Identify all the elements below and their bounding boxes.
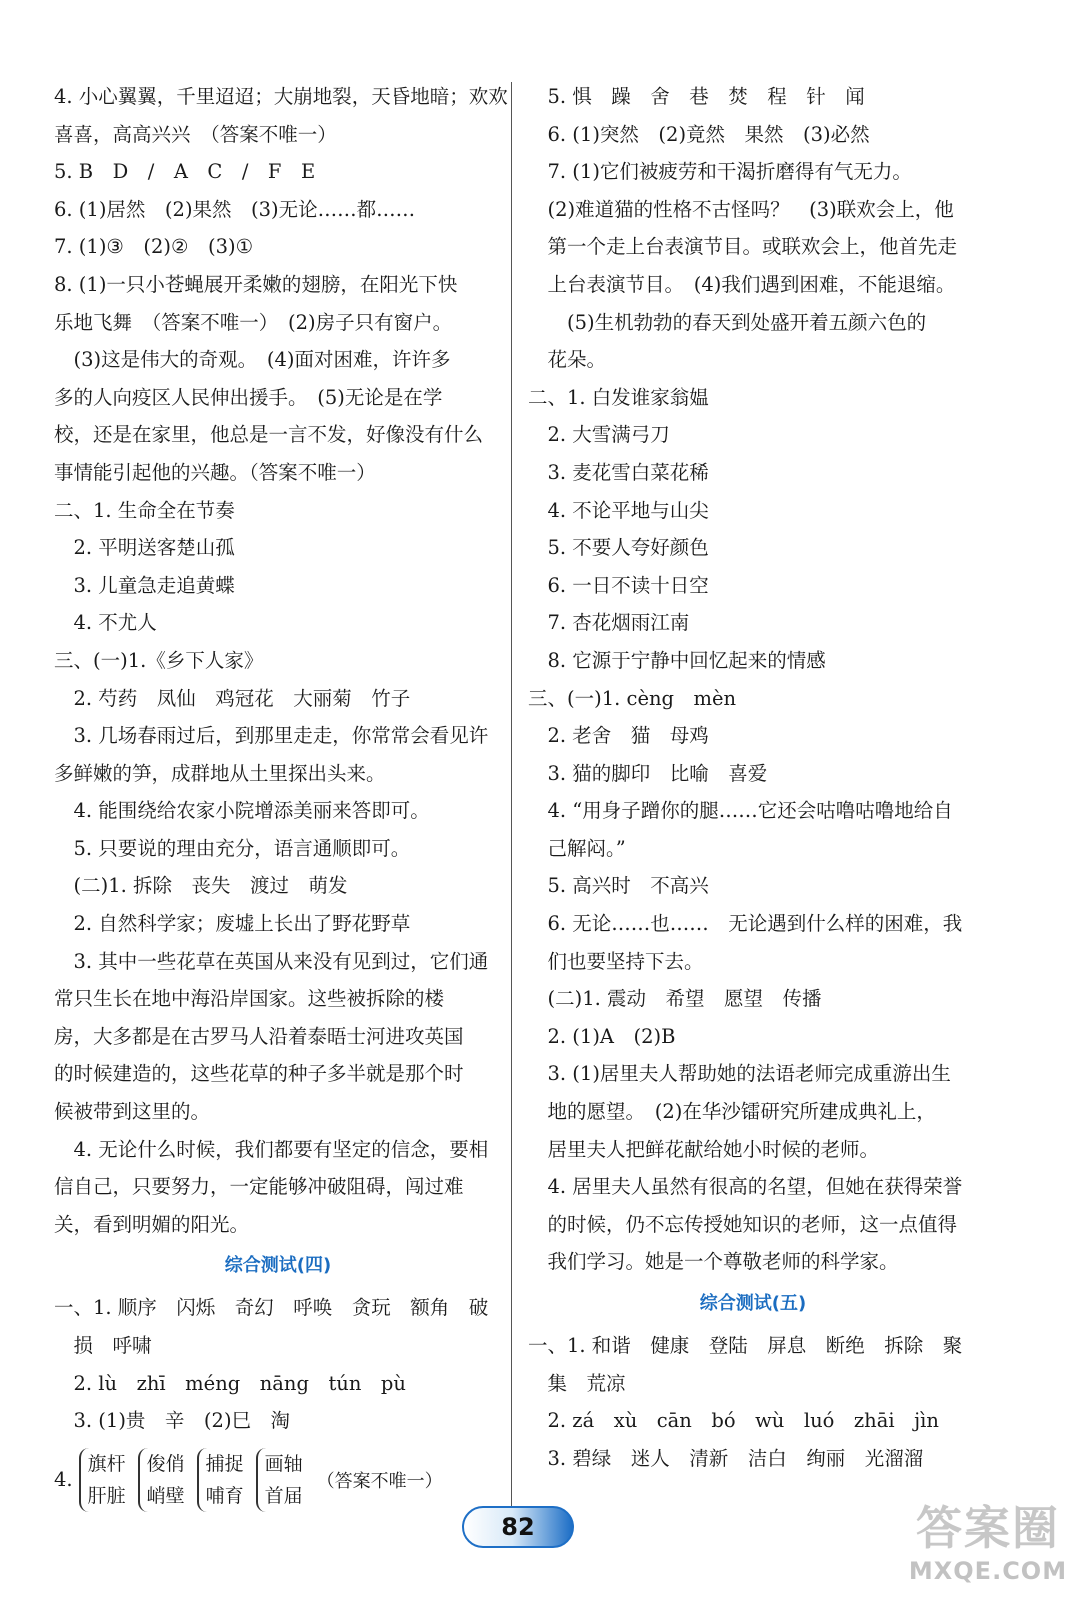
- page-number-badge: [462, 1506, 574, 1548]
- answer-line: 二、1. 生命全在节奏: [54, 498, 235, 522]
- answer-line: (二)1. 震动 希望 愿望 传播: [528, 987, 822, 1011]
- answer-note: （答案不唯一）: [316, 1470, 443, 1492]
- brace-word: 画轴: [264, 1452, 303, 1475]
- answer-line: 2. 大雪满弓刀: [528, 423, 670, 447]
- answer-line: 候被带到这里的。: [54, 1100, 211, 1124]
- question-number: 4.: [54, 1468, 73, 1492]
- answer-line: 的时候，仍不忘传授她知识的老师，这一点值得: [528, 1212, 958, 1236]
- watermark-text-cn: 答案圈: [916, 1501, 1060, 1555]
- answer-line: 三、(一)1.《乡下人家》: [54, 648, 264, 672]
- answer-line: 3. 麦花雪白菜花稀: [528, 460, 709, 484]
- answer-line: 8. 它源于宁静中回忆起来的情感: [528, 648, 826, 672]
- column-divider: [511, 82, 512, 1522]
- answer-line: 3. 儿童急走追黄蝶: [54, 573, 235, 597]
- brace-word: 峭壁: [146, 1484, 185, 1507]
- answer-line: 损 呼啸: [54, 1334, 152, 1357]
- answer-line: 3. 猫的脚印 比喻 喜爱: [528, 761, 768, 785]
- answer-line: 信自己，只要努力，一定能够冲破阻碍，闯过难: [54, 1175, 464, 1199]
- answer-line: 4. 无论什么时候，我们都要有坚定的信念，要相: [54, 1137, 489, 1161]
- answer-line: 5. 惧 躁 舍 巷 焚 程 针 闻: [528, 85, 865, 108]
- answer-line: 2. 芍药 凤仙 鸡冠花 大丽菊 竹子: [54, 686, 411, 710]
- answer-line: 多的人向疫区人民伸出援手。 (5)无论是在学: [54, 385, 443, 409]
- answer-line: 2. 平明送客楚山孤: [54, 536, 235, 560]
- answer-line: 多鲜嫩的笋，成群地从土里探出头来。: [54, 761, 386, 785]
- brace-group-4: [256, 1448, 303, 1512]
- answer-line: 一、1. 顺序 闪烁 奇幻 呼唤 贪玩 额角 破: [54, 1296, 489, 1320]
- answer-line: 我们学习。她是一个尊敬老师的科学家。: [528, 1250, 899, 1274]
- answer-line: 集 荒凉: [528, 1371, 626, 1395]
- answer-line: 8. (1)一只小苍蝇展开柔嫩的翅膀，在阳光下快: [54, 272, 458, 296]
- answer-line: 7. (1)③ (2)② (3)①: [54, 235, 254, 259]
- answer-line: 5. 不要人夸好颜色: [528, 536, 709, 560]
- answer-line: 三、(一)1. cèng mèn: [528, 686, 737, 710]
- answer-line: 己解闷。”: [528, 836, 626, 860]
- brace-word: 旗杆: [87, 1452, 126, 1475]
- answer-line: 5. B D / A C / F E: [54, 160, 316, 184]
- answer-line: 7. (1)它们被疲劳和干渴折磨得有气无力。: [528, 160, 912, 184]
- answer-line: 6. (1)突然 (2)竟然 果然 (3)必然: [528, 122, 870, 146]
- brace-answer-row: [54, 1440, 502, 1520]
- brace-word: 捕捉: [205, 1452, 244, 1475]
- answer-line: 居里夫人把鲜花献给她小时候的老师。: [528, 1137, 880, 1161]
- answer-line: 4. 不论平地与山尖: [528, 498, 709, 522]
- answer-lines: [54, 78, 508, 1243]
- answer-line: 3. 其中一些花草在英国从来没有见到过，它们通: [54, 949, 489, 973]
- answer-lines: [528, 1327, 978, 1477]
- answer-line: 7. 杏花烟雨江南: [528, 611, 690, 635]
- answer-line: 第一个走上台表演节目。或联欢会上，他首先走: [528, 235, 958, 259]
- answer-line: 3. 碧绿 迷人 清新 洁白 绚丽 光溜溜: [528, 1446, 924, 1470]
- answer-line: 喜喜，高高兴兴 （答案不唯一）: [54, 122, 337, 146]
- answer-line: 5. 只要说的理由充分，语言通顺即可。: [54, 836, 411, 860]
- section-title-test-4: 综合测试(四): [224, 1255, 332, 1277]
- answer-line: 3. (1)贵 辛 (2)巳 淘: [54, 1409, 291, 1433]
- page-number: 82: [501, 1513, 535, 1541]
- answer-line: 6. (1)居然 (2)果然 (3)无论……都……: [54, 197, 416, 221]
- section-title-test-5: 综合测试(五): [699, 1293, 807, 1314]
- answer-line: 2. 自然科学家；废墟上长出了野花野草: [54, 912, 411, 936]
- answer-line: 地的愿望。 (2)在华沙镭研究所建成典礼上，: [528, 1100, 936, 1124]
- answer-line: 们也要坚持下去。: [528, 949, 704, 973]
- answer-line: 乐地飞舞 （答案不唯一） (2)房子只有窗户。: [54, 310, 453, 334]
- brace-group-1: [79, 1448, 126, 1512]
- answer-line: 4. 居里夫人虽然有很高的名望，但她在获得荣誉: [528, 1175, 963, 1199]
- answer-line: 二、1. 白发谁家翁媪: [528, 385, 709, 409]
- answer-line: 3. 几场春雨过后，到那里走走，你常常会看见许: [54, 724, 489, 748]
- answer-line: 一、1. 和谐 健康 登陆 屏息 断绝 拆除 聚: [528, 1334, 963, 1357]
- answer-line: 4. 小心翼翼，千里迢迢；大崩地裂，天昏地暗；欢欢: [54, 85, 508, 108]
- answer-lines: [528, 78, 978, 1281]
- answer-line: 的时候建造的，这些花草的种子多半就是那个时: [54, 1062, 464, 1086]
- answer-line: 关，看到明媚的阳光。: [54, 1212, 250, 1236]
- right-column: [528, 78, 978, 1477]
- answer-line: (5)生机勃勃的春天到处盛开着五颜六色的: [528, 310, 927, 334]
- left-column: [54, 78, 508, 1520]
- watermark-logo: [888, 1500, 1088, 1596]
- answer-line: 上台表演节目。 (4)我们遇到困难，不能退缩。: [528, 272, 956, 296]
- brace-group-2: [138, 1448, 185, 1512]
- answer-line: (3)这是伟大的奇观。 (4)面对困难，许许多: [54, 348, 451, 372]
- answer-line: 6. 无论……也…… 无论遇到什么样的困难，我: [528, 912, 963, 936]
- answer-line: 3. (1)居里夫人帮助她的法语老师完成重游出生: [528, 1062, 951, 1086]
- brace-word: 肝脏: [87, 1484, 126, 1507]
- brace-word: 俊俏: [146, 1452, 185, 1475]
- brace-word: 首届: [264, 1484, 303, 1507]
- answer-line: (2)难道猫的性格不古怪吗？ (3)联欢会上，他: [528, 197, 954, 221]
- answer-line: 常只生长在地中海沿岸国家。这些被拆除的楼: [54, 987, 445, 1011]
- answer-line: 花朵。: [528, 348, 607, 372]
- answer-lines: [54, 1289, 502, 1439]
- answer-line: 2. 老舍 猫 母鸡: [528, 724, 709, 748]
- answer-line: 5. 高兴时 不高兴: [528, 874, 709, 898]
- answer-line: 6. 一日不读十日空: [528, 573, 709, 597]
- answer-line: 事情能引起他的兴趣。（答案不唯一）: [54, 460, 376, 484]
- answer-line: 2. zá xù cān bó wù luó zhāi jìn: [528, 1409, 939, 1433]
- answer-line: 2. (1)A (2)B: [528, 1024, 676, 1048]
- answer-line: 校，还是在家里，他总是一言不发，好像没有什么: [54, 423, 484, 447]
- brace-group-3: [197, 1448, 244, 1512]
- brace-word: 哺育: [205, 1484, 244, 1507]
- answer-line: 4. 能围绕给农家小院增添美丽来答即可。: [54, 799, 430, 823]
- watermark-text-en: MXQE.COM: [908, 1557, 1068, 1585]
- answer-line: 4. 不尤人: [54, 611, 157, 635]
- answer-line: 4. “用身子蹭你的腿……它还会咕噜咕噜地给自: [528, 799, 953, 823]
- answer-line: 房，大多都是在古罗马人沿着泰晤士河进攻英国: [54, 1024, 464, 1048]
- answer-line: (二)1. 拆除 丧失 渡过 萌发: [54, 874, 348, 898]
- answer-line: 2. lù zhī méng nāng tún pù: [54, 1371, 406, 1395]
